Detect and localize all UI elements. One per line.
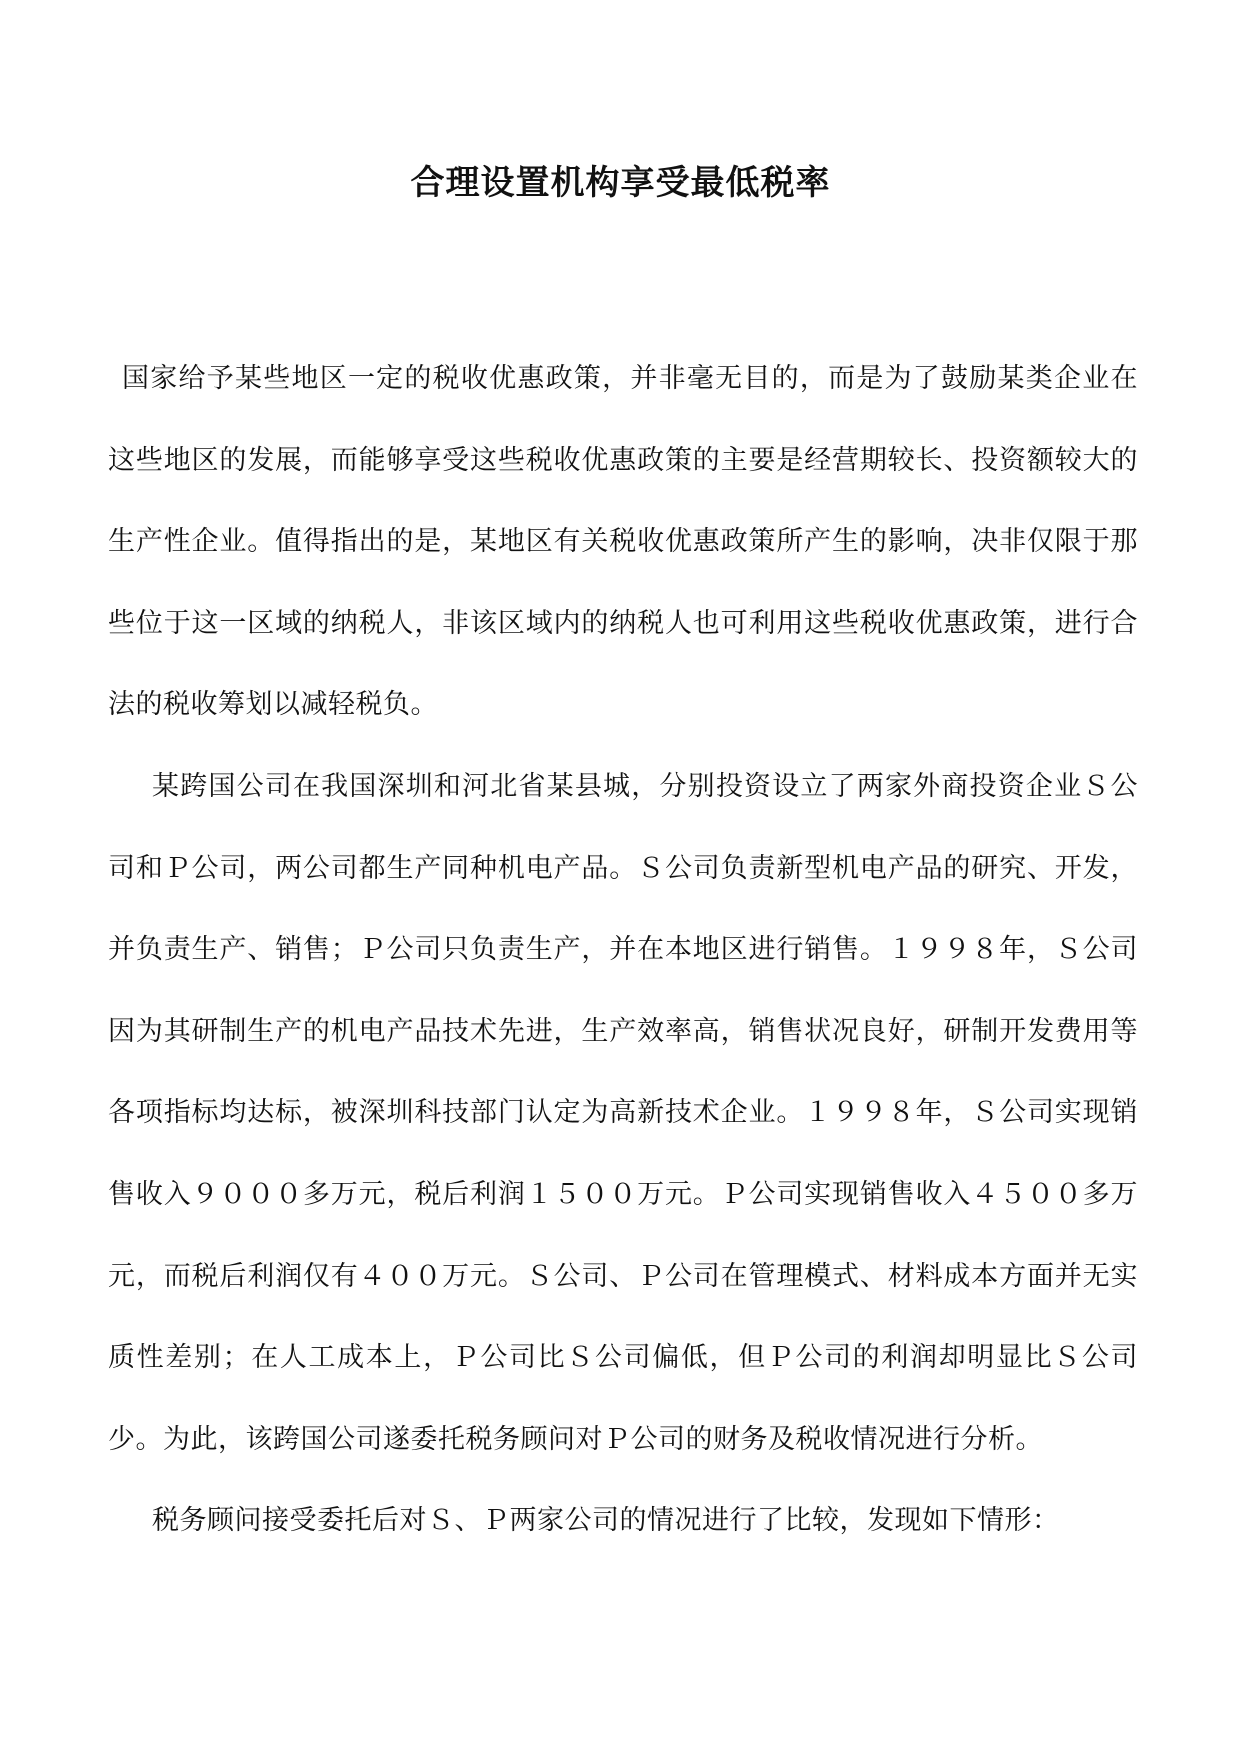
paragraph-company-case: 某跨国公司在我国深圳和河北省某县城，分别投资设立了两家外商投资企业Ｓ公司和Ｐ公司，两公司都生产同种机电产品。Ｓ公司负责新型机电产品的研究、开发，并负责生产、销售；Ｐ公司只负责生产，并在本地区进行销售。１９９８年，Ｓ公司因为其研制生产的机电产品技术先进，生产效率高，销售状况良好，研制开发费用等各项指标均达标，被深圳科技部门认定为高新技术企业。１９９８年，Ｓ公司实现销售收入９０００多万元，税后利润１５００万元。Ｐ公司实现销售收入４５００多万元，而税后利润仅有４００万元。Ｓ公司、Ｐ公司在管理模式、材料成本方面并无实质性差别；在人工成本上，Ｐ公司比Ｓ公司偏低，但Ｐ公司的利润却明显比Ｓ公司少。为此，该跨国公司遂委托税务顾问对Ｐ公司的财务及税收情况进行分析。 [108, 770, 1138, 1455]
paragraph-tax-policy: 国家给予某些地区一定的税收优惠政策，并非毫无目的，而是为了鼓励某类企业在这些地区的发展，而能够享受这些税收优惠政策的主要是经营期较长、投资额较大的生产性企业。值得指出的是，某地区有关税收优惠政策所产生的影响，决非仅限于那些位于这一区域的纳税人，非该区域内的纳税人也可利用这些税收优惠政策，进行合法的税收筹划以减轻税负。 [108, 363, 1138, 721]
paragraph-advisor-findings: 税务顾问接受委托后对Ｓ、Ｐ两家公司的情况进行了比较，发现如下情形： [152, 1505, 1060, 1537]
document-body [108, 338, 1138, 1562]
document-title: 合理设置机构享受最低税率 [410, 163, 831, 203]
